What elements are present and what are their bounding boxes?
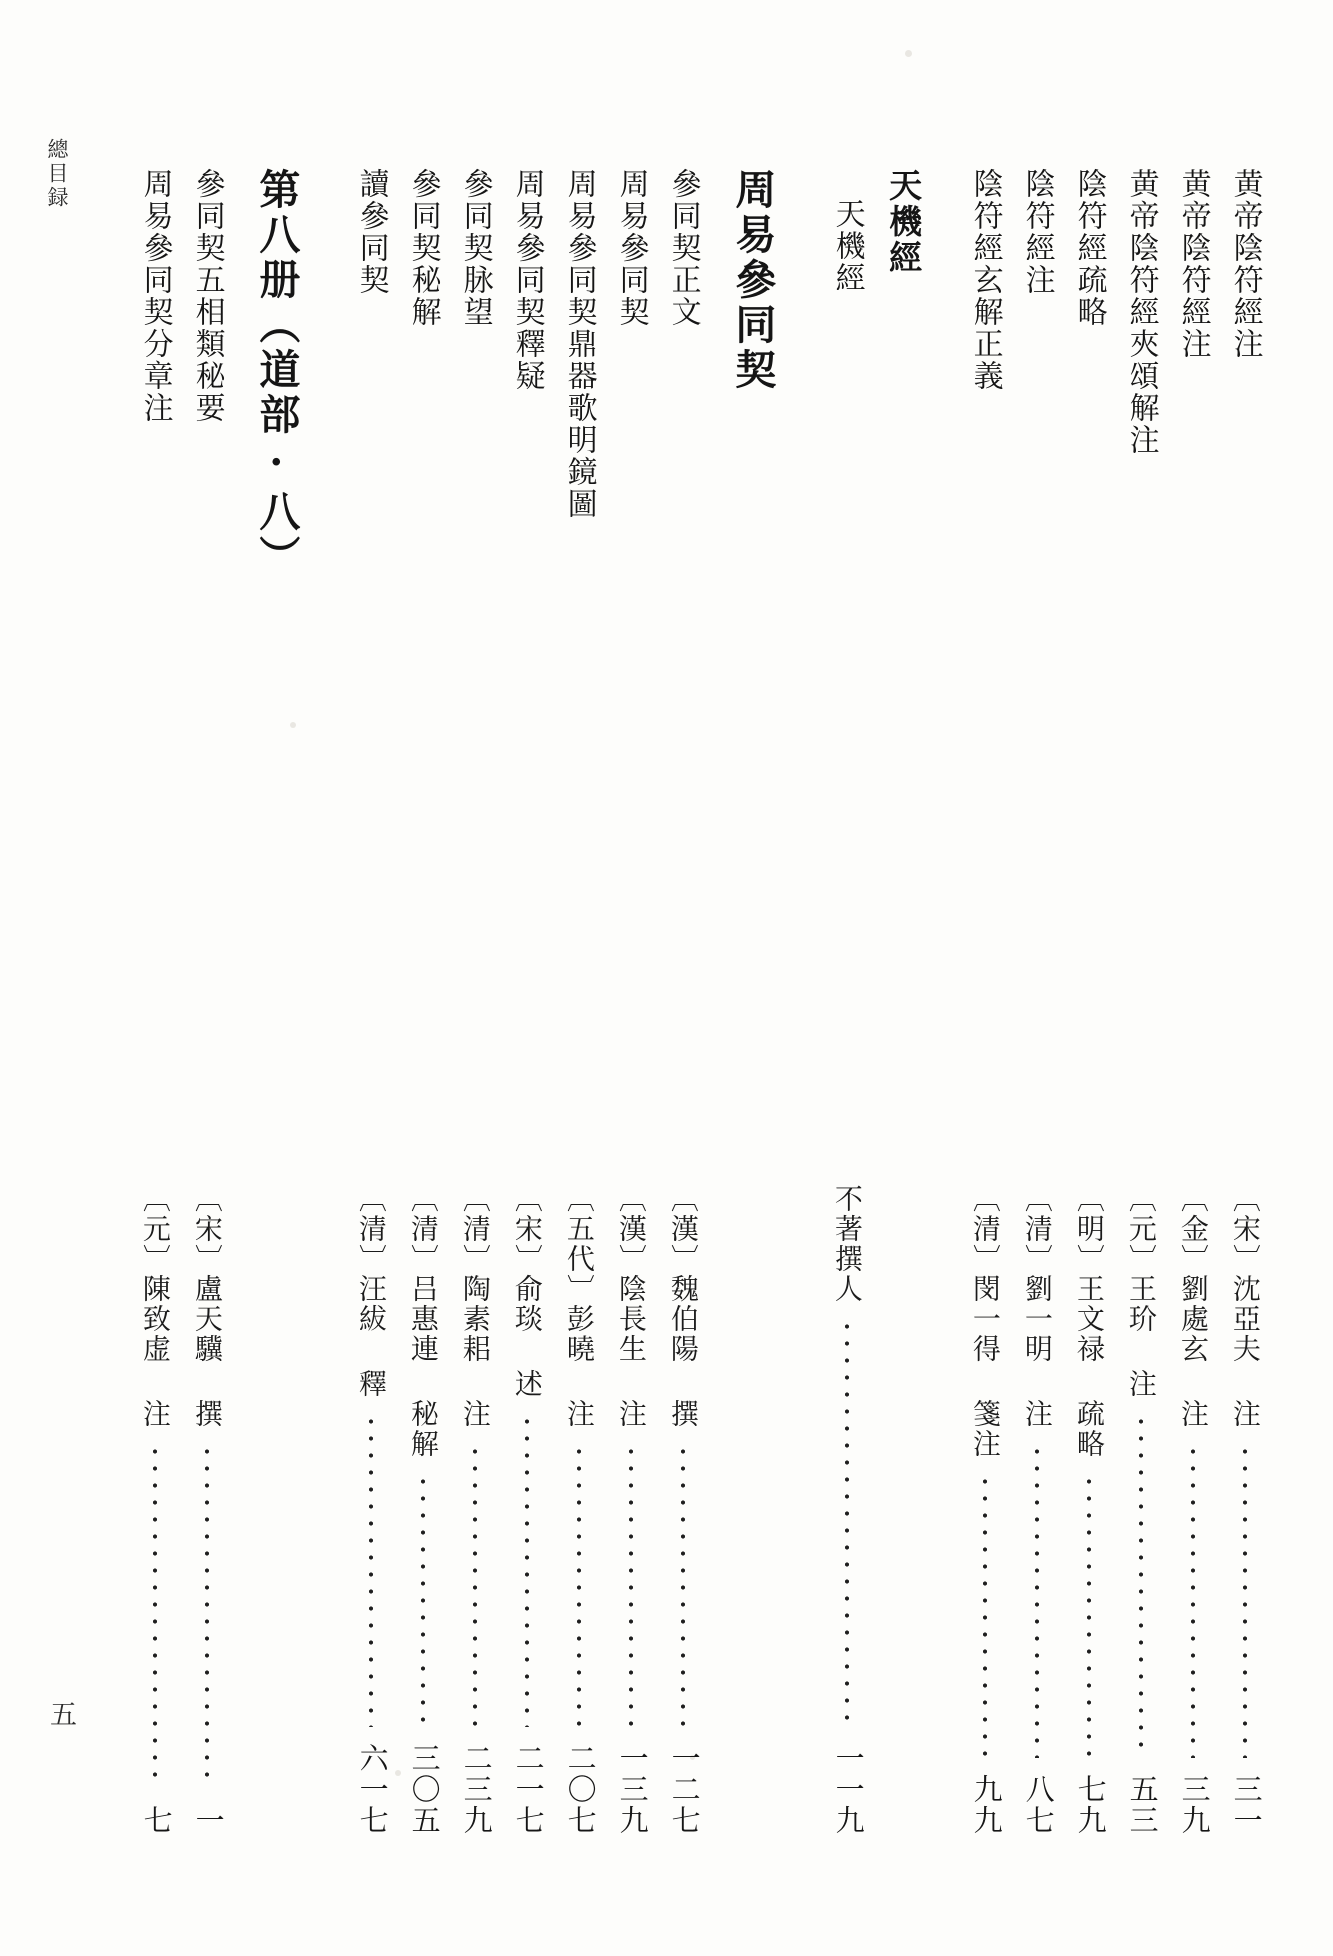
volume-heading-text: 周易參同契 <box>728 168 777 393</box>
column-spacer <box>795 168 821 1836</box>
toc-entry-page-number: 九九 <box>969 1774 1002 1836</box>
dot-leader <box>680 1443 686 1727</box>
dot-leader <box>1086 1473 1092 1758</box>
paper-speckle <box>905 50 912 57</box>
toc-entry-title[interactable]: 陰符經注 <box>1020 168 1054 296</box>
dot-leader <box>982 1473 988 1758</box>
toc-entry-author: 不著撰人 <box>830 1184 864 1304</box>
dot-leader <box>844 1318 850 1727</box>
section-heading-text: 天機經 <box>884 168 924 276</box>
toc-entry-page-number: 五三 <box>1125 1774 1158 1836</box>
toc-entry-page-number: 三九 <box>1177 1774 1210 1836</box>
volume-heading-column <box>709 168 795 1836</box>
toc-entry-author: 〔清〕吕惠連 秘解 <box>406 1184 440 1459</box>
toc-entry-column <box>821 168 873 1836</box>
toc-column-flow <box>96 168 1271 1836</box>
toc-entry-author: 〔漢〕陰長生 注 <box>614 1184 648 1429</box>
toc-entry-page-number: 七 <box>139 1805 172 1836</box>
dot-leader <box>204 1443 210 1789</box>
toc-entry-column <box>657 168 709 1836</box>
toc-entry-author: 〔漢〕魏伯陽 撰 <box>666 1184 700 1429</box>
toc-entry-page-number: 一一九 <box>831 1743 864 1836</box>
toc-entry-column <box>449 168 501 1836</box>
dot-leader <box>1034 1443 1040 1758</box>
section-heading-column <box>873 168 933 1836</box>
toc-entry-title[interactable]: 周易參同契分章注 <box>138 168 172 424</box>
volume-heading-text: 第八册（道部·八） <box>252 168 301 580</box>
toc-entry-column <box>553 168 605 1836</box>
toc-entry-title[interactable]: 黄帝陰符經注 <box>1176 168 1210 360</box>
toc-entry-author: 〔清〕汪紱 釋 <box>354 1184 388 1399</box>
toc-entry-title[interactable]: 參同契五相類秘要 <box>190 168 224 424</box>
toc-entry-author: 〔清〕劉一明 注 <box>1020 1184 1054 1429</box>
toc-entry-author: 〔金〕劉處玄 注 <box>1176 1184 1210 1429</box>
toc-entry-column <box>605 168 657 1836</box>
toc-entry-title[interactable]: 參同契正文 <box>666 168 700 328</box>
toc-entry-title[interactable]: 參同契秘解 <box>406 168 440 328</box>
dot-leader <box>152 1443 158 1789</box>
page-folio-number: 五 <box>46 1700 76 1727</box>
toc-entry-column <box>1219 168 1271 1836</box>
toc-entry-page-number: 三〇五 <box>407 1743 440 1836</box>
toc-entry-page-number: 二〇七 <box>563 1743 596 1836</box>
column-spacer <box>933 168 959 1836</box>
toc-entry-title[interactable]: 周易參同契鼎器歌明鏡圖 <box>562 168 596 520</box>
toc-entry-column <box>129 168 181 1836</box>
toc-entry-page-number: 一 <box>191 1805 224 1836</box>
toc-entry-title[interactable]: 讀參同契 <box>354 168 388 296</box>
toc-entry-title[interactable]: 周易參同契 <box>614 168 648 328</box>
toc-entry-title[interactable]: 天機經 <box>830 198 864 294</box>
toc-entry-column <box>959 168 1011 1836</box>
dot-leader <box>368 1413 374 1727</box>
toc-entry-page-number: 二三九 <box>459 1743 492 1836</box>
toc-entry-title[interactable]: 黄帝陰符經夾頌解注 <box>1124 168 1158 456</box>
toc-entry-title[interactable]: 參同契脉望 <box>458 168 492 328</box>
toc-entry-page-number: 八七 <box>1021 1774 1054 1836</box>
toc-entry-author: 〔宋〕沈亞夫 注 <box>1228 1184 1262 1429</box>
toc-entry-column <box>1011 168 1063 1836</box>
toc-entry-title[interactable]: 陰符經疏略 <box>1072 168 1106 328</box>
toc-entry-column <box>501 168 553 1836</box>
dot-leader <box>524 1413 530 1727</box>
toc-entry-page-number: 七九 <box>1073 1774 1106 1836</box>
toc-entry-page-number: 六一七 <box>355 1743 388 1836</box>
dot-leader <box>576 1443 582 1727</box>
toc-entry-author: 〔元〕陳致虚 注 <box>138 1184 172 1429</box>
dot-leader <box>1138 1413 1144 1758</box>
dot-leader <box>1242 1443 1248 1758</box>
toc-entry-title[interactable]: 周易參同契釋疑 <box>510 168 544 392</box>
dot-leader <box>628 1443 634 1727</box>
toc-entry-column <box>181 168 233 1836</box>
toc-entry-author: 〔宋〕盧天驥 撰 <box>190 1184 224 1429</box>
column-spacer <box>319 168 345 1836</box>
toc-entry-author: 〔元〕王玠 注 <box>1124 1184 1158 1399</box>
volume-heading-column <box>233 168 319 1836</box>
dot-leader <box>472 1443 478 1727</box>
toc-entry-page-number: 三一 <box>1229 1774 1262 1836</box>
toc-entry-author: 〔宋〕俞琰 述 <box>510 1184 544 1399</box>
toc-entry-title[interactable]: 黄帝陰符經注 <box>1228 168 1262 360</box>
running-head: 總目録 <box>45 138 69 210</box>
toc-entry-author: 〔五代〕彭曉 注 <box>562 1184 596 1429</box>
toc-entry-column <box>1063 168 1115 1836</box>
toc-entry-author: 〔清〕閔一得 箋注 <box>968 1184 1002 1459</box>
toc-entry-column <box>345 168 397 1836</box>
toc-entry-column <box>1167 168 1219 1836</box>
toc-entry-author: 〔明〕王文禄 疏略 <box>1072 1184 1106 1459</box>
toc-entry-author: 〔清〕陶素耜 注 <box>458 1184 492 1429</box>
toc-entry-column <box>397 168 449 1836</box>
toc-entry-page-number: 二一七 <box>511 1743 544 1836</box>
dot-leader <box>420 1473 426 1727</box>
toc-entry-page-number: 一三九 <box>615 1743 648 1836</box>
toc-entry-title[interactable]: 陰符經玄解正義 <box>968 168 1002 392</box>
toc-entry-column <box>1115 168 1167 1836</box>
dot-leader <box>1190 1443 1196 1758</box>
toc-entry-page-number: 一二七 <box>667 1743 700 1836</box>
